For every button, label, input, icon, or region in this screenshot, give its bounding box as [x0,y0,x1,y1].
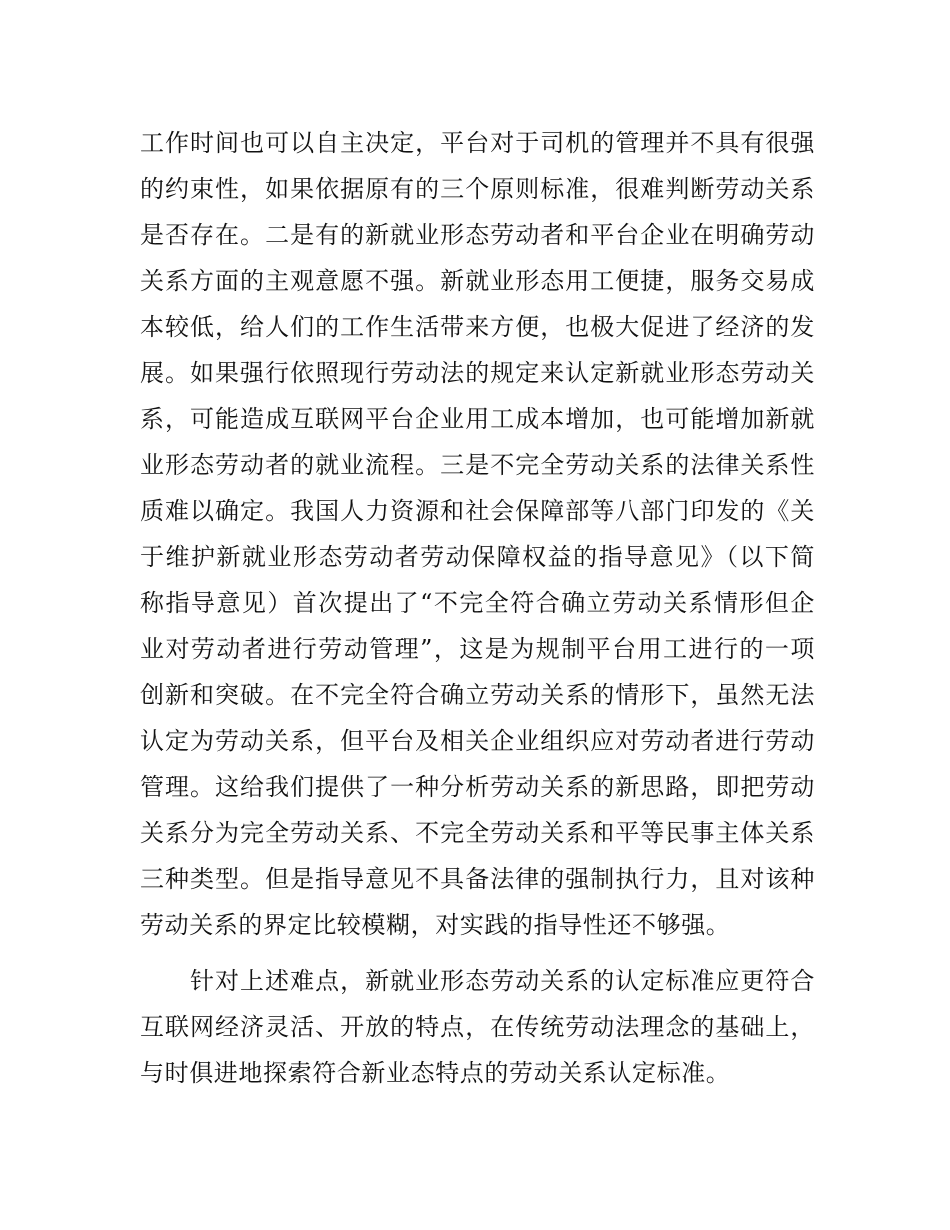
text-line: 质难以确定。我国人力资源和社会保障部等八部门印发的《关 [140,497,815,525]
text-line: 互联网经济灵活、开放的特点，在传统劳动法理念的基础上， [140,1013,815,1041]
paragraph-spacer [140,948,815,958]
text-line: 系，可能造成互联网平台企业用工成本增加，也可能增加新就 [140,405,815,433]
document-body [140,120,815,1096]
text-line: 劳动关系的界定比较模糊，对实践的指导性还不够强。 [140,911,731,939]
text-line: 管理。这给我们提供了一种分析劳动关系的新思路，即把劳动 [140,773,815,801]
text-line: 三种类型。但是指导意见不具备法律的强制执行力，且对该种 [140,865,815,893]
text-line: 针对上述难点，新就业形态劳动关系的认定标准应更符合 [190,967,815,995]
text-line: 关系方面的主观意愿不强。新就业形态用工便捷，服务交易成 [140,267,815,295]
text-line: 业形态劳动者的就业流程。三是不完全劳动关系的法律关系性 [140,451,815,479]
paragraph-1 [140,120,815,948]
text-line: 工作时间也可以自主决定，平台对于司机的管理并不具有很强 [140,129,815,157]
text-line: 展。如果强行依照现行劳动法的规定来认定新就业形态劳动关 [140,359,815,387]
text-line: 称指导意见）首次提出了“不完全符合确立劳动关系情形但企 [140,589,815,617]
text-line: 关系分为完全劳动关系、不完全劳动关系和平等民事主体关系 [140,819,815,847]
text-line: 的约束性，如果依据原有的三个原则标准，很难判断劳动关系 [140,175,815,203]
text-line: 创新和突破。在不完全符合确立劳动关系的情形下，虽然无法 [140,681,815,709]
text-line: 认定为劳动关系，但平台及相关企业组织应对劳动者进行劳动 [140,727,815,755]
text-line: 本较低，给人们的工作生活带来方便，也极大促进了经济的发 [140,313,815,341]
text-line: 是否存在。二是有的新就业形态劳动者和平台企业在明确劳动 [140,221,815,249]
text-line: 业对劳动者进行劳动管理”，这是为规制平台用工进行的一项 [140,635,815,663]
text-line: 于维护新就业形态劳动者劳动保障权益的指导意见》（以下简 [140,543,815,571]
paragraph-2 [140,958,815,1096]
text-line: 与时俱进地探索符合新业态特点的劳动关系认定标准。 [140,1059,731,1087]
